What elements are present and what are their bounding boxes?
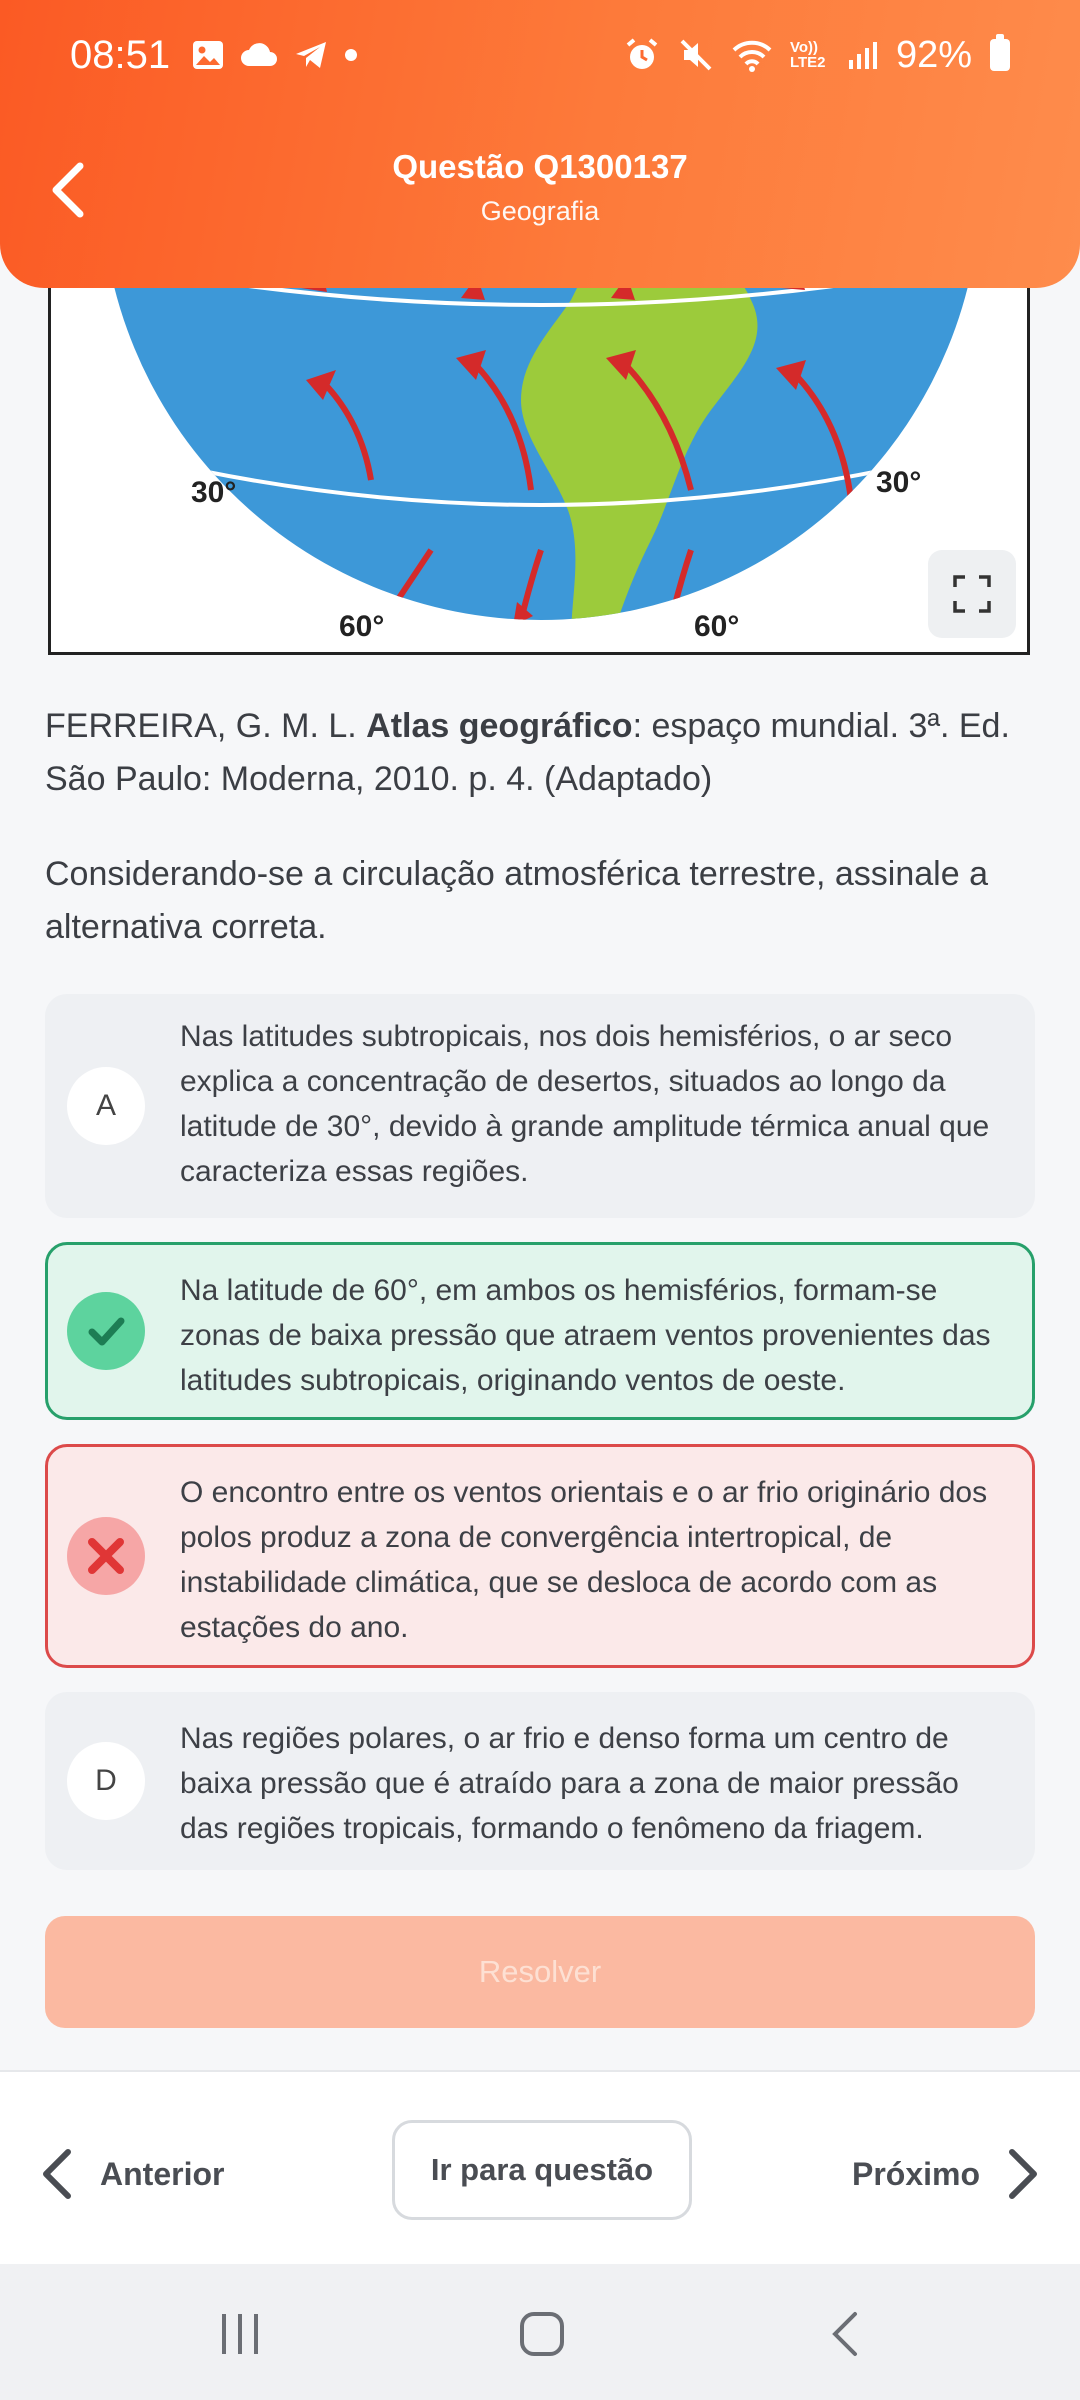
option-d[interactable] xyxy=(45,1692,1035,1870)
wifi-icon xyxy=(732,38,772,72)
notification-dot-icon xyxy=(344,48,358,62)
label-30-right: 30° xyxy=(876,466,922,499)
figure-source xyxy=(45,700,1035,806)
correct-badge xyxy=(67,1292,145,1370)
recent-apps-icon xyxy=(218,2312,262,2356)
question-figure xyxy=(48,240,1030,655)
label-60-right: 60° xyxy=(694,610,740,643)
page-subtitle: Geografia xyxy=(480,196,600,226)
source-details: : espaço mundial. 3ª. Ed. São Paulo: Moderna, 2010. p. 4. (Adaptado) xyxy=(45,707,1010,798)
alarm-icon xyxy=(624,37,660,73)
chevron-right-icon xyxy=(1006,2148,1040,2200)
recent-apps-button[interactable] xyxy=(210,2306,270,2362)
option-text: Na latitude de 60°, em ambos os hemisférios, formam-se zonas de baixa pressão que atraem ventos provenientes das latitudes subtropicais, originando ventos de oeste. xyxy=(180,1274,991,1397)
option-letter-badge: A xyxy=(67,1067,145,1145)
battery-icon xyxy=(990,39,1010,71)
app-header xyxy=(0,0,1080,288)
telegram-icon xyxy=(294,40,328,70)
status-time: 08:51 xyxy=(70,32,171,77)
expand-image-button[interactable] xyxy=(928,550,1016,638)
gallery-icon xyxy=(192,40,224,70)
status-bar xyxy=(0,0,1080,110)
mute-icon xyxy=(678,37,714,73)
option-text: O encontro entre os ventos orientais e o ar frio originário dos polos produz a zona de convergência intertropical, de instabilidade climática, que se desloca de acordo com as estações do ano. xyxy=(180,1476,988,1644)
next-label: Próximo xyxy=(851,2155,980,2192)
option-letter-badge: D xyxy=(67,1742,145,1820)
system-back-button[interactable] xyxy=(815,2306,875,2362)
previous-button[interactable] xyxy=(40,2142,224,2206)
battery-percent: 92% xyxy=(895,33,972,76)
cross-icon xyxy=(84,1534,128,1578)
home-button[interactable] xyxy=(512,2306,572,2362)
option-text: Nas regiões polares, o ar frio e denso forma um centro de baixa pressão que é atraído para a zona de maior pressão das regiões tropicais, formando o fenômeno da friagem. xyxy=(180,1722,959,1845)
system-navigation-bar xyxy=(0,2264,1080,2400)
home-icon xyxy=(518,2310,566,2358)
option-c[interactable] xyxy=(45,1444,1035,1668)
source-title: Atlas geográfico xyxy=(366,707,633,745)
fullscreen-icon xyxy=(952,574,992,614)
wrong-badge xyxy=(67,1517,145,1595)
option-text: Nas latitudes subtropicais, nos dois hemisférios, o ar seco explica a concentração de desertos, situados ao longo da latitude de 30°, devido à grande amplitude térmica anual que caracteriza essas regiões. xyxy=(180,1020,990,1188)
chevron-left-icon xyxy=(40,2148,74,2200)
option-a[interactable] xyxy=(45,994,1035,1218)
question-statement: Considerando-se a circulação atmosférica terrestre, assinale a alternativa correta. xyxy=(45,855,989,946)
go-to-question-button[interactable]: Ir para questão xyxy=(392,2120,692,2220)
network-label: Vo)) LTE2 xyxy=(789,39,826,71)
question-navigation-bar xyxy=(0,2070,1080,2264)
back-arrow-icon xyxy=(827,2310,863,2358)
previous-label: Anterior xyxy=(100,2155,225,2192)
label-60-left: 60° xyxy=(339,610,385,643)
next-button[interactable] xyxy=(852,2142,1040,2206)
cloud-icon xyxy=(240,42,278,68)
page-title: Questão Q1300137 xyxy=(392,148,688,185)
globe-wind-diagram xyxy=(51,240,1033,655)
checkmark-icon xyxy=(84,1309,128,1353)
option-b[interactable] xyxy=(45,1242,1035,1420)
resolve-button[interactable]: Resolver xyxy=(45,1916,1035,2028)
label-30-left: 30° xyxy=(191,476,237,509)
source-authors: FERREIRA, G. M. L. xyxy=(45,707,367,745)
signal-icon xyxy=(848,40,878,70)
